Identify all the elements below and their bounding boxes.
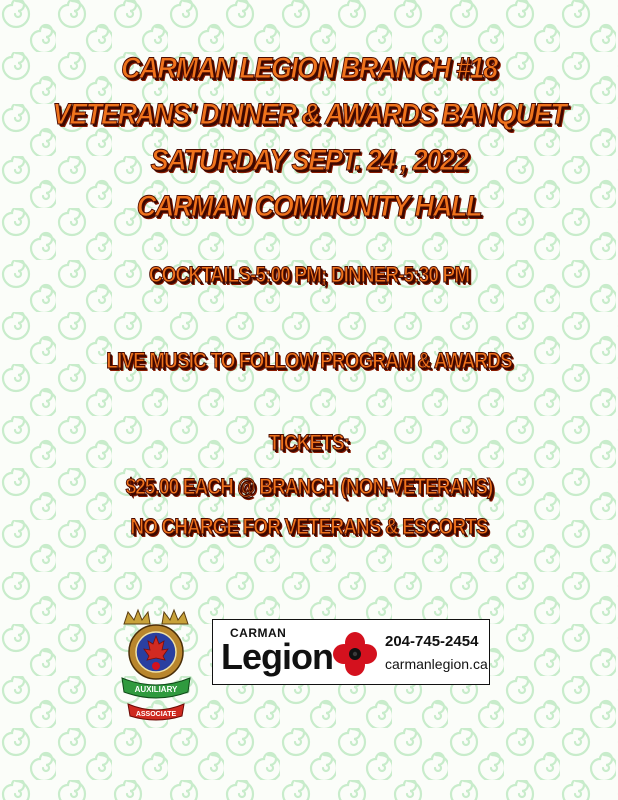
carman-legion-logo — [212, 619, 490, 685]
logo-carman-label: CARMAN — [230, 626, 287, 640]
legion-crest-icon — [116, 600, 196, 722]
crest-banner-text: ASSOCIATE — [135, 711, 177, 718]
logo-website: carmanlegion.ca — [385, 656, 488, 672]
tickets-price: $25.00 EACH @ BRANCH (NON-VETERANS) — [125, 474, 493, 499]
title-branch: CARMAN LEGION BRANCH #18 — [121, 52, 497, 85]
tickets-heading: TICKETS: — [268, 430, 350, 455]
crest-ribbon-text: AUXILIARY — [134, 685, 178, 694]
music-text: LIVE MUSIC TO FOLLOW PROGRAM & AWARDS — [106, 348, 512, 373]
title-venue: CARMAN COMMUNITY HALL — [136, 190, 482, 223]
schedule-text: COCKTAILS-5:00 PM; DINNER-5:30 PM — [148, 262, 470, 287]
poppy-icon — [331, 630, 379, 678]
logo-legion-wordmark: Legion — [221, 636, 333, 677]
title-event: VETERANS' DINNER & AWARDS BANQUET — [52, 98, 566, 131]
title-date: SATURDAY SEPT. 24 , 2022 — [150, 144, 468, 177]
logo-phone-number: 204-745-2454 — [385, 633, 479, 650]
tickets-veterans: NO CHARGE FOR VETERANS & ESCORTS — [130, 514, 488, 539]
